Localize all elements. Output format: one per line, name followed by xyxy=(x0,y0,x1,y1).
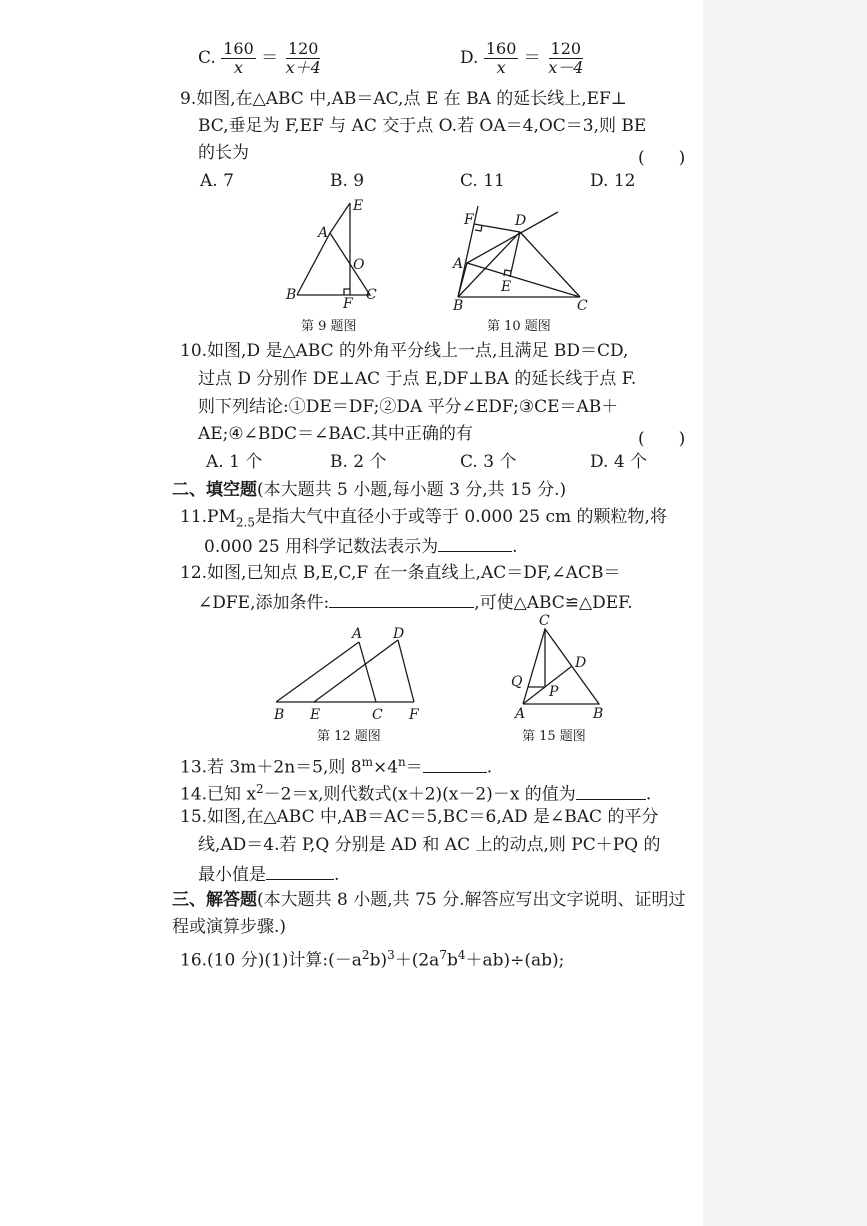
q16-line: 16.(10 分)(1)计算$:(-a^2b)^3+(2a^7b^4+ab)\div(ab)$; xyxy=(180,948,565,971)
q9-option-d: D. 12 xyxy=(590,171,636,191)
fig12-segment-ed xyxy=(314,640,398,702)
section-2-header xyxy=(172,480,566,500)
q10-line-2: 过点 D 分别作 DE⊥AC 于点 E,DF⊥BA 的延长线于点 F. xyxy=(198,369,637,389)
q10-option-a: A. 1 个 xyxy=(206,452,263,472)
fig10-label-b: B xyxy=(453,298,464,314)
fig10-label-a: A xyxy=(453,256,464,272)
fig10-label-d: D xyxy=(515,213,527,229)
figure-12 xyxy=(268,622,433,722)
section-3-desc-line-2: 程或演算步骤.) xyxy=(172,917,287,937)
q10-option-b: B. 2 个 xyxy=(330,452,387,472)
fig10-segment-dc xyxy=(520,232,580,297)
fig15-label-d: D xyxy=(575,655,587,671)
page-edge-shadow xyxy=(703,0,867,1226)
section-3-header xyxy=(172,890,686,910)
q13-answer-blank[interactable] xyxy=(423,756,487,773)
fig9-label-f: F xyxy=(343,296,353,310)
figure-9 xyxy=(280,195,390,310)
q9-option-b: B. 9 xyxy=(330,171,365,191)
fig10-label-c: C xyxy=(577,298,588,314)
fig15-segment-ad xyxy=(523,666,572,704)
fig15-label-b: B xyxy=(593,706,604,722)
figure-10-caption: 第 10 题图 xyxy=(487,319,551,334)
figure-15-caption: 第 15 题图 xyxy=(522,729,586,744)
q15-line-3: 最小值是 . xyxy=(198,865,340,885)
fig9-label-o: O xyxy=(353,257,365,273)
q9-line-1: 9.如图,在△ABC 中,AB＝AC,点 E 在 BA 的延长线上,EF⊥ xyxy=(180,89,627,109)
fig12-segment-ba xyxy=(276,642,359,702)
q13-line: 13.若 3m＋2n＝5,则 $8^m\times 4^n=$ . xyxy=(180,755,493,778)
fraction: $\frac{160}{x}$ xyxy=(223,39,254,77)
q9-line-2: BC,垂足为 F,EF 与 AC 交于点 O.若 OA＝4,OC＝3,则 BE xyxy=(198,116,647,136)
q10-line-3: 则下列结论:①DE＝DF;②DA 平分∠EDF;③CE＝AB＋ xyxy=(198,397,619,417)
fig12-label-a: A xyxy=(352,626,363,642)
fig9-label-e: E xyxy=(353,198,364,214)
fig12-label-b: B xyxy=(274,707,285,722)
fig10-triangle-abc xyxy=(458,263,580,297)
q9-answer-paren: ( ) xyxy=(638,148,686,168)
fig10-exterior-bisector xyxy=(467,212,558,263)
fraction: $\frac{120}{x-4}$ xyxy=(548,39,584,77)
section-3-desc: (本大题共 8 小题,共 75 分.解答应写出文字说明、证明过 xyxy=(257,890,686,910)
fig15-label-c: C xyxy=(539,613,550,629)
q15-answer-blank[interactable] xyxy=(266,863,334,880)
fig15-label-p: P xyxy=(549,684,559,700)
fraction: $\frac{160}{x}$ xyxy=(485,39,517,77)
section-2-title: 二、填空题 xyxy=(172,480,257,500)
q9-line-3: 的长为 xyxy=(198,143,249,163)
q14-answer-blank[interactable] xyxy=(576,783,646,800)
q8-option-c: C. $\frac{160}{x}$ ＝ $\frac{120}{x+4}$ xyxy=(198,39,321,77)
q10-option-d: D. 4 个 xyxy=(590,452,648,472)
fig12-label-c: C xyxy=(372,707,383,722)
fig15-label-a: A xyxy=(515,706,526,722)
q12-line-1: 12.如图,已知点 B,E,C,F 在一条直线上,AC＝DF,∠ACB＝ xyxy=(180,563,621,583)
fig10-right-angle-mark-f xyxy=(475,225,482,231)
q11-answer-blank[interactable] xyxy=(438,535,512,552)
fig15-label-q: Q xyxy=(511,674,523,690)
fig9-segment-ea xyxy=(330,203,350,233)
fig9-label-b: B xyxy=(286,287,297,303)
fig15-triangle xyxy=(523,629,599,704)
fig12-label-f: F xyxy=(409,707,419,722)
q12-line-2: ∠DFE,添加条件: ,可使△ABC≌△DEF. xyxy=(198,593,633,613)
q9-option-a: A. 7 xyxy=(200,171,234,191)
q15-line-1: 15.如图,在△ABC 中,AB＝AC＝5,BC＝6,AD 是∠BAC 的平分 xyxy=(180,807,659,827)
q10-line-4: AE;④∠BDC＝∠BAC.其中正确的有 xyxy=(198,424,473,444)
figure-15 xyxy=(505,612,615,724)
fraction: $\frac{120}{x+4}$ xyxy=(285,39,321,77)
fig10-label-e: E xyxy=(501,279,512,295)
fig12-segment-ac xyxy=(359,642,376,702)
q11-line-1: $11.PM_{2.5}$是指大气中直径小于或等于 0.000 25 cm 的颗粒物,将 xyxy=(180,507,667,530)
figure-10 xyxy=(450,200,610,315)
fig10-label-f: F xyxy=(464,212,474,228)
q10-option-c: C. 3 个 xyxy=(460,452,517,472)
fig12-label-e: E xyxy=(310,707,321,722)
figure-9-caption: 第 9 题图 xyxy=(301,319,357,334)
q10-answer-paren: ( ) xyxy=(638,429,686,449)
q15-line-2: 线,AD＝4.若 P,Q 分别是 AD 和 AC 上的动点,则 PC＋PQ 的 xyxy=(198,835,661,855)
fig9-label-c: C xyxy=(366,287,377,303)
fig9-label-a: A xyxy=(318,225,329,241)
fig12-label-d: D xyxy=(393,626,405,642)
section-2-desc: (本大题共 5 小题,每小题 3 分,共 15 分.) xyxy=(257,480,567,500)
fig12-segment-df xyxy=(398,640,414,702)
q10-line-1: 10.如图,D 是△ABC 的外角平分线上一点,且满足 BD＝CD, xyxy=(180,341,629,361)
q12-answer-blank[interactable] xyxy=(329,591,474,608)
q14-line: 14.已知 $x^2-2=x$,则代数式(x＋2)(x－2)－x 的值为 . xyxy=(180,782,652,805)
q11-line-2: 0.000 25 用科学记数法表示为 . xyxy=(204,537,518,557)
section-3-title: 三、解答题 xyxy=(172,890,257,910)
q9-option-c: C. 11 xyxy=(460,171,505,191)
figure-12-caption: 第 12 题图 xyxy=(317,729,381,744)
fig9-right-angle-mark xyxy=(344,289,350,295)
q8-option-d: D. $\frac{160}{x}$ ＝ $\frac{120}{x-4}$ xyxy=(460,39,584,77)
